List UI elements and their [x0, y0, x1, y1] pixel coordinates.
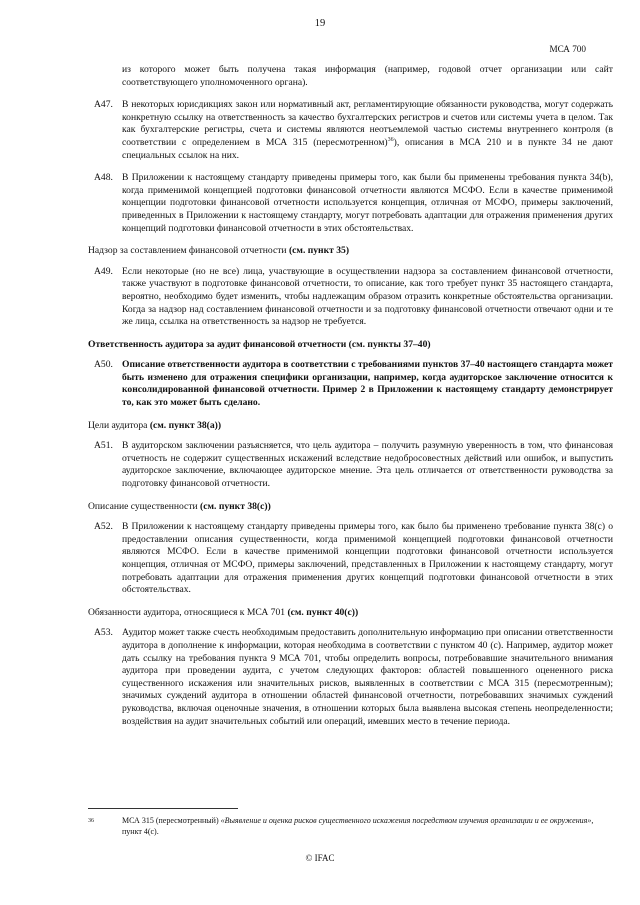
paragraph-a52: [88, 521, 613, 597]
paragraph-reference: (см. пункт 38(c)): [200, 500, 271, 512]
section-heading-auditor-responsibility: Ответственность аудитора за аудит финансовой отчетности (см. пункты 37–40): [88, 338, 431, 350]
footnote-text: МСА 315 (пересмотренный) «Выявление и оценка рисков существенного искажения посредством изучения организации и ее окружения», пункт 4(c).: [122, 816, 594, 836]
paragraph-number: A52.: [94, 521, 113, 533]
paragraph-number: A49.: [94, 265, 113, 277]
page-number: 19: [314, 18, 326, 29]
section-heading-objectives: Цели аудитора (см. пункт 38(a)): [88, 419, 222, 431]
paragraph-a47: [88, 99, 613, 162]
paragraph-number: A51.: [94, 440, 113, 452]
paragraph-reference: (см. пункт 38(a)): [149, 419, 222, 431]
paragraph-a53: [88, 627, 613, 728]
page-body: [88, 64, 613, 738]
paragraph-reference: (см. пункт 35): [288, 245, 350, 257]
section-heading-isa701: Обязанности аудитора, относящиеся к МСА 701 (см. пункт 40(c)): [88, 606, 359, 618]
paragraph-number: A48.: [94, 172, 113, 184]
paragraph-text: В аудиторском заключении разъясняется, что цель аудитора – получить разумную уверенность в том, что финансовая отчетность не содержит существенных искажений вследствие недобросовестных действий или ошибок, и выпустить аудиторское заключение, включающее аудиторское мнение. Эта цель отличается от ответственности руководства за подготовку финансовой отчетности.: [122, 440, 613, 490]
paragraph-text: В Приложении к настоящему стандарту приведены примеры того, как было бы применено требование пункта 38(c) о предоставлении описания существенности, когда применимой концепцией подготовки финансовой отчетности являются МСФО. Если в качестве применимой концепции подготовки финансовой отчетности используется концепция, отличная от МСФО, примеры заключений, представленных в Приложении к настоящему стандарту, могут потребовать адаптации для отражения применения других концепций подготовки финансовой отчетности в этих обстоятельствах.: [122, 521, 613, 596]
paragraph-reference: (см. пункт 40(c)): [287, 606, 359, 618]
section-heading-materiality: Описание существенности (см. пункт 38(c)): [88, 500, 271, 512]
paragraph-a51: [88, 440, 613, 490]
paragraph-a48: [88, 172, 613, 235]
paragraph-text: Если некоторые (но не все) лица, участвующие в осуществлении надзора за составлением финансовой отчетности, также участвуют в подготовке финансовой отчетности, то описание, как того требует пункт 35 настоящего стандарта, вероятно, необходимо будет изменить, чтобы надлежащим образом отразить конкретные обстоятельства организации. Когда за надзор над составлением финансовой отчетности и за подготовку финансовой отчетности отвечают одни и те же лица, ссылка на ответственность за надзор не требуется.: [122, 265, 613, 328]
paragraph-number: A53.: [94, 627, 113, 639]
footnote-title: «Выявление и оценка рисков существенного искажения посредством изучения организации и ее окружения»: [220, 816, 592, 825]
paragraph-number: A47.: [94, 99, 113, 111]
continuation-text: из которого может быть получена такая информация (например, годовой отчет организации или сайт соответствующего уполномоченного органа).: [122, 64, 613, 88]
footnote-divider: [88, 808, 238, 809]
paragraph-text: Описание ответственности аудитора в соответствии с требованиями пунктов 37–40 настоящего стандарта может быть изменено для отражения специфики организации, например, когда аудиторское заключение относится к консолидированной финансовой отчетности. Пример 2 в Приложении к настоящему стандарту демонстрирует то, как это может быть сделано.: [122, 359, 613, 409]
paragraph-text: Аудитор может также счесть необходимым предоставить дополнительную информацию при описании ответственности аудитора в дополнение к информации, которая необходима в соответствии с пунктом 40 (c). Например, аудитор может дать ссылку на требования пункта 9 МСА 701, чтобы определить вопросы, потребовавшие значительного внимания аудитора при проведении аудита, с учетом следующих факторов: областей повышенного оцененного риска существенного искажения или значительных рисков, выявленных в соответствии с МСА 315 (пересмотренным); значимых суждений аудитора в отношении областей финансовой отчетности, потребовавших значимых суждений руководства, включая оценочные значения, в отношении которых была выявлена высокая степень неопределенности; воздействия на аудит значительных событий или операций, имевших место в течение периода.: [122, 627, 613, 727]
paragraph-number: A50.: [94, 359, 113, 371]
paragraph-a49: [88, 266, 613, 329]
paragraph-a50: [88, 359, 613, 409]
footnote-number: 36: [88, 818, 94, 824]
footnote-ref[interactable]: 36: [387, 136, 394, 143]
page-footer: © IFAC: [305, 853, 335, 863]
footnote: [88, 816, 613, 837]
paragraph-text: В Приложении к настоящему стандарту приведены примеры того, как были бы применены требования пункта 34(b), когда применимой концепцией подготовки финансовой отчетности являются МСФО. Если в качестве применимой концепции подготовки финансовой отчетности используется концепция, отличная от МСФО, примеры заключений, приведенных в Приложении к настоящему стандарту, могут потребовать адаптации для отражения применения других концепций подготовки финансовой отчетности в этих обстоятельствах.: [122, 172, 613, 234]
section-heading-oversight: Надзор за составлением финансовой отчетности (см. пункт 35): [88, 245, 350, 257]
running-header: МСА 700: [549, 44, 586, 54]
paragraph-text: В некоторых юрисдикциях закон или нормативный акт, регламентирующие обязанности руководства, могут содержать конкретную ссылку на ответственность за качество бухгалтерских регистров и счетов или системы учета в целом. Так как бухгалтерские регистры, счета и системы являются неотъемлемой частью системы внутреннего контроля (в соответствии с определением в МСА 315 (пересмотренном)$^{36}$), описания в МСА 210 и в пункте 34 не дают специальных ссылок на них.: [122, 99, 613, 161]
